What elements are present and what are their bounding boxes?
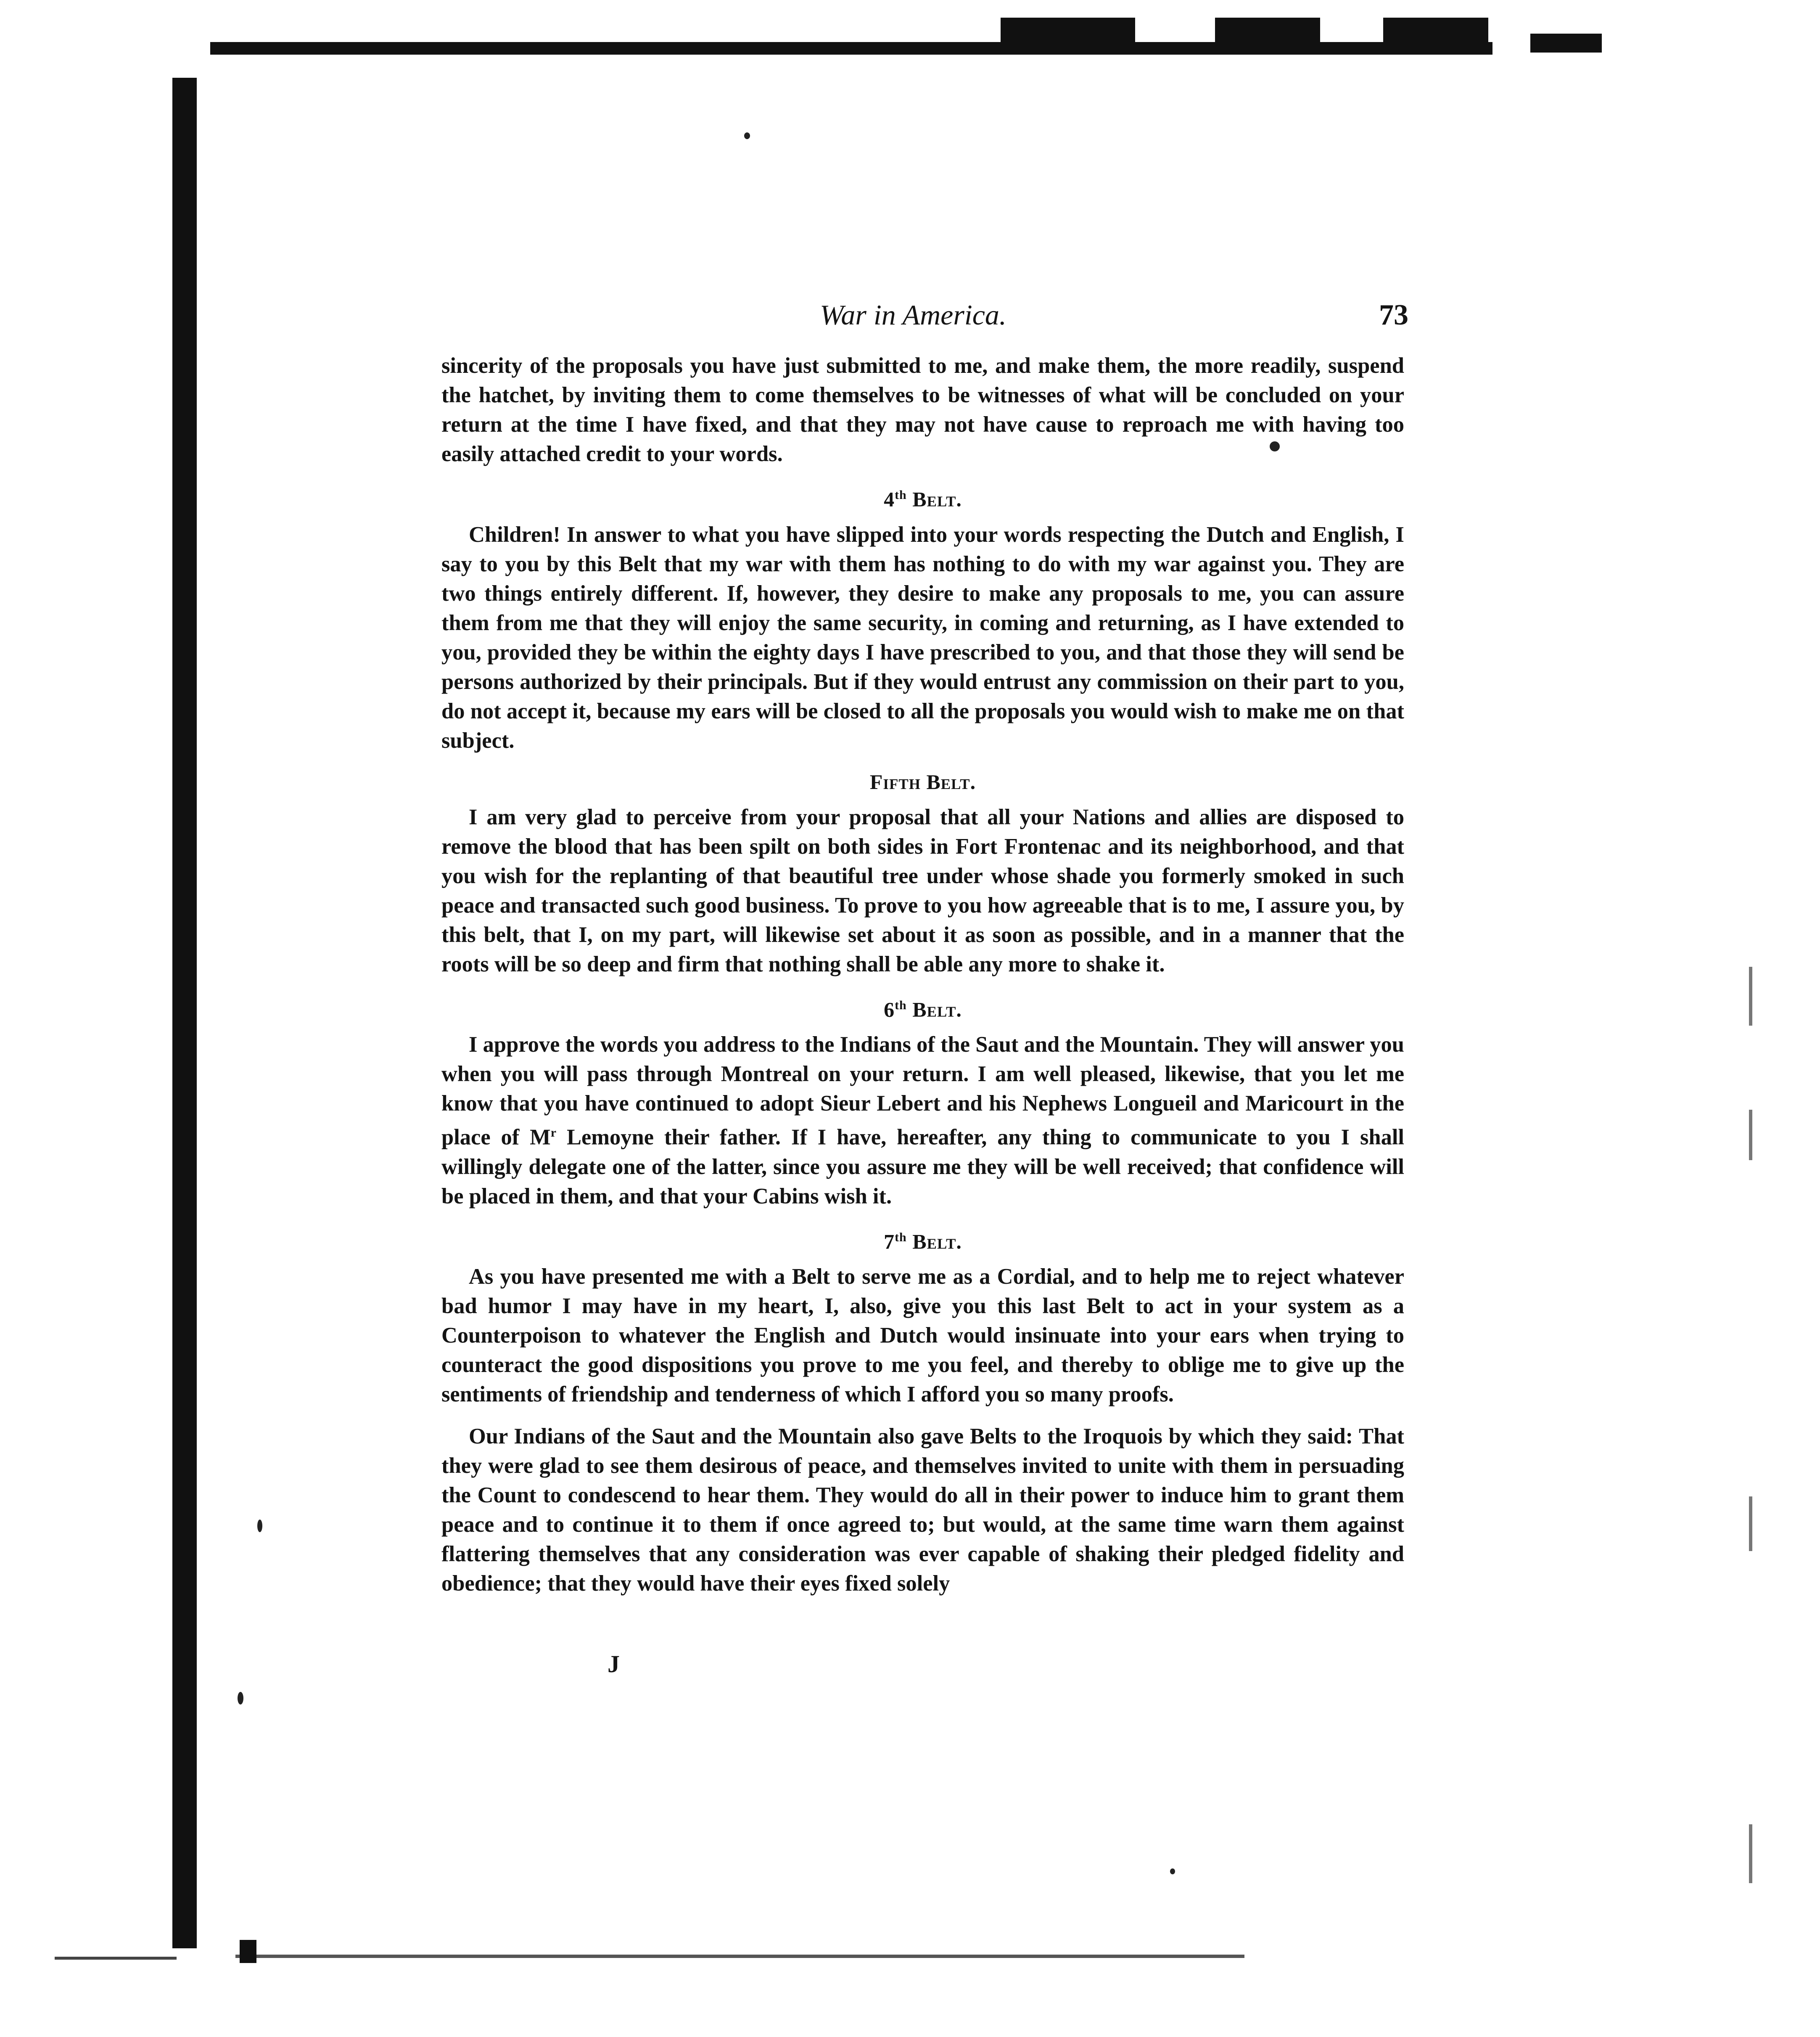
section-paragraph-6th-belt <box>441 1030 1404 1211</box>
heading-word: Belt. <box>912 487 962 511</box>
paragraph-superscript: r <box>550 1126 557 1140</box>
paragraph-gap <box>441 1409 1404 1422</box>
section-heading-7th-belt <box>441 1223 1404 1256</box>
scan-top-mark <box>1530 34 1602 53</box>
scan-left-scrap <box>55 1957 177 1960</box>
continued-paragraph: sincerity of the proposals you have just submitted to me, and make them, the more readily, suspend the hatchet, by inviting them to come themselves to be witnesses of what will be concluded on your return at the time I have fixed, and that they may not have cause to reproach me with having too easily attached credit to your words. <box>441 354 1404 466</box>
section-paragraph-7th-belt: As you have presented me with a Belt to serve me as a Cordial, and to help me to reject whatever bad humor I may have in my heart, I, also, give you this last Belt to act in your system as a Counterpoison to whatever the English and Dutch would insinuate into your ears when trying to counteract the good dispositions you prove to me you feel, and thereby to oblige me to give up the sentiments of friendship and tenderness of which I afford you so many proofs. <box>441 1264 1404 1407</box>
scan-bottom-mark <box>240 1940 256 1963</box>
heading-number: 4 <box>884 487 895 511</box>
running-title: War in America. <box>820 299 1006 331</box>
scan-speck <box>238 1692 243 1705</box>
paragraph-text-b: Lemoyne their father. If I have, hereafter, any thing to communicate to you I shall willingly delegate one of the latter, since you assure me they will be well received; that confidence will be placed in them, and that your Cabins wish it. <box>441 1125 1404 1208</box>
scan-right-dash <box>1749 1110 1752 1160</box>
scan-speck <box>257 1520 262 1532</box>
heading-number: 7 <box>884 1230 895 1253</box>
page-body <box>441 351 1404 1598</box>
paragraph-text-a: I approve the words you address to the Indians of the Saut and the Mountain. They will answer you when you will pass through Montreal on your return. I am well pleased, likewise, that you let me know that you have continued to adopt Sieur Lebert and his Nephews Longueil and Maricourt in the place of M <box>441 1032 1404 1150</box>
page-header <box>441 294 1408 340</box>
scan-top-mark <box>1383 18 1488 47</box>
heading-number: 6 <box>884 997 895 1021</box>
scan-speck <box>1170 1868 1175 1874</box>
section-heading-fifth-belt <box>441 767 1404 797</box>
section-paragraph-4th-belt: Children! In answer to what you have slipped into your words respecting the Dutch and English, I say to you by this Belt that my war with them has nothing to do with my war against you. They are two things entirely different. If, however, they desire to make any proposals to me, you can assure them from me that they will enjoy the same security, in coming and returning, as I have extended to you, provided they be within the eighty days I have prescribed to you, and that those they will send be persons authorized by their principals. But if they would entrust any commission on their part to you, do not accept it, because my ears will be closed to all the proposals you would wish to make me on that subject. <box>441 522 1404 753</box>
section-heading-6th-belt <box>441 991 1404 1024</box>
section-heading-4th-belt <box>441 480 1404 514</box>
scan-top-mark <box>1001 18 1135 47</box>
heading-ordinal: th <box>895 488 907 502</box>
signature-mark: J <box>608 1650 620 1678</box>
scan-left-border <box>172 78 197 1948</box>
closing-paragraph: Our Indians of the Saut and the Mountain also gave Belts to the Iroquois by which they said: That they were glad to see them desirous of peace, and themselves invited to unite with them in persuading the Count to condescend to hear them. They would do all in their power to induce him to grant them peace and to continue it to them if once agreed to; but would, at the same time warn them against flattering themselves that any consideration was ever capable of shaking their pledged fidelity and obedience; that they would have their eyes fixed solely <box>441 1424 1404 1596</box>
scan-speck <box>744 132 750 139</box>
heading-ordinal: th <box>895 998 907 1012</box>
heading-word: Belt. <box>912 997 962 1021</box>
heading-ordinal: th <box>895 1230 907 1244</box>
scan-right-dash <box>1749 1496 1752 1551</box>
heading-word: Belt. <box>912 1230 962 1253</box>
section-paragraph-fifth-belt: I am very glad to perceive from your proposal that all your Nations and allies are disposed to remove the blood that has been spilt on both sides in Fort Frontenac and its neighborhood, and that you wish for the replanting of that beautiful tree under whose shade you formerly smoked in such peace and transacted such good business. To prove to you how agreeable that is to me, I assure you, by this belt, that I, on my part, will likewise set about it as soon as possible, and in a manner that the roots will be so deep and firm that nothing shall be able any more to shake it. <box>441 805 1404 976</box>
page-number: 73 <box>1379 299 1408 331</box>
scan-bottom-border <box>235 1955 1244 1958</box>
scan-top-mark <box>1215 18 1320 47</box>
scan-right-dash <box>1749 1824 1752 1883</box>
scan-right-dash <box>1749 967 1752 1026</box>
heading-text: Fifth Belt. <box>869 770 976 794</box>
